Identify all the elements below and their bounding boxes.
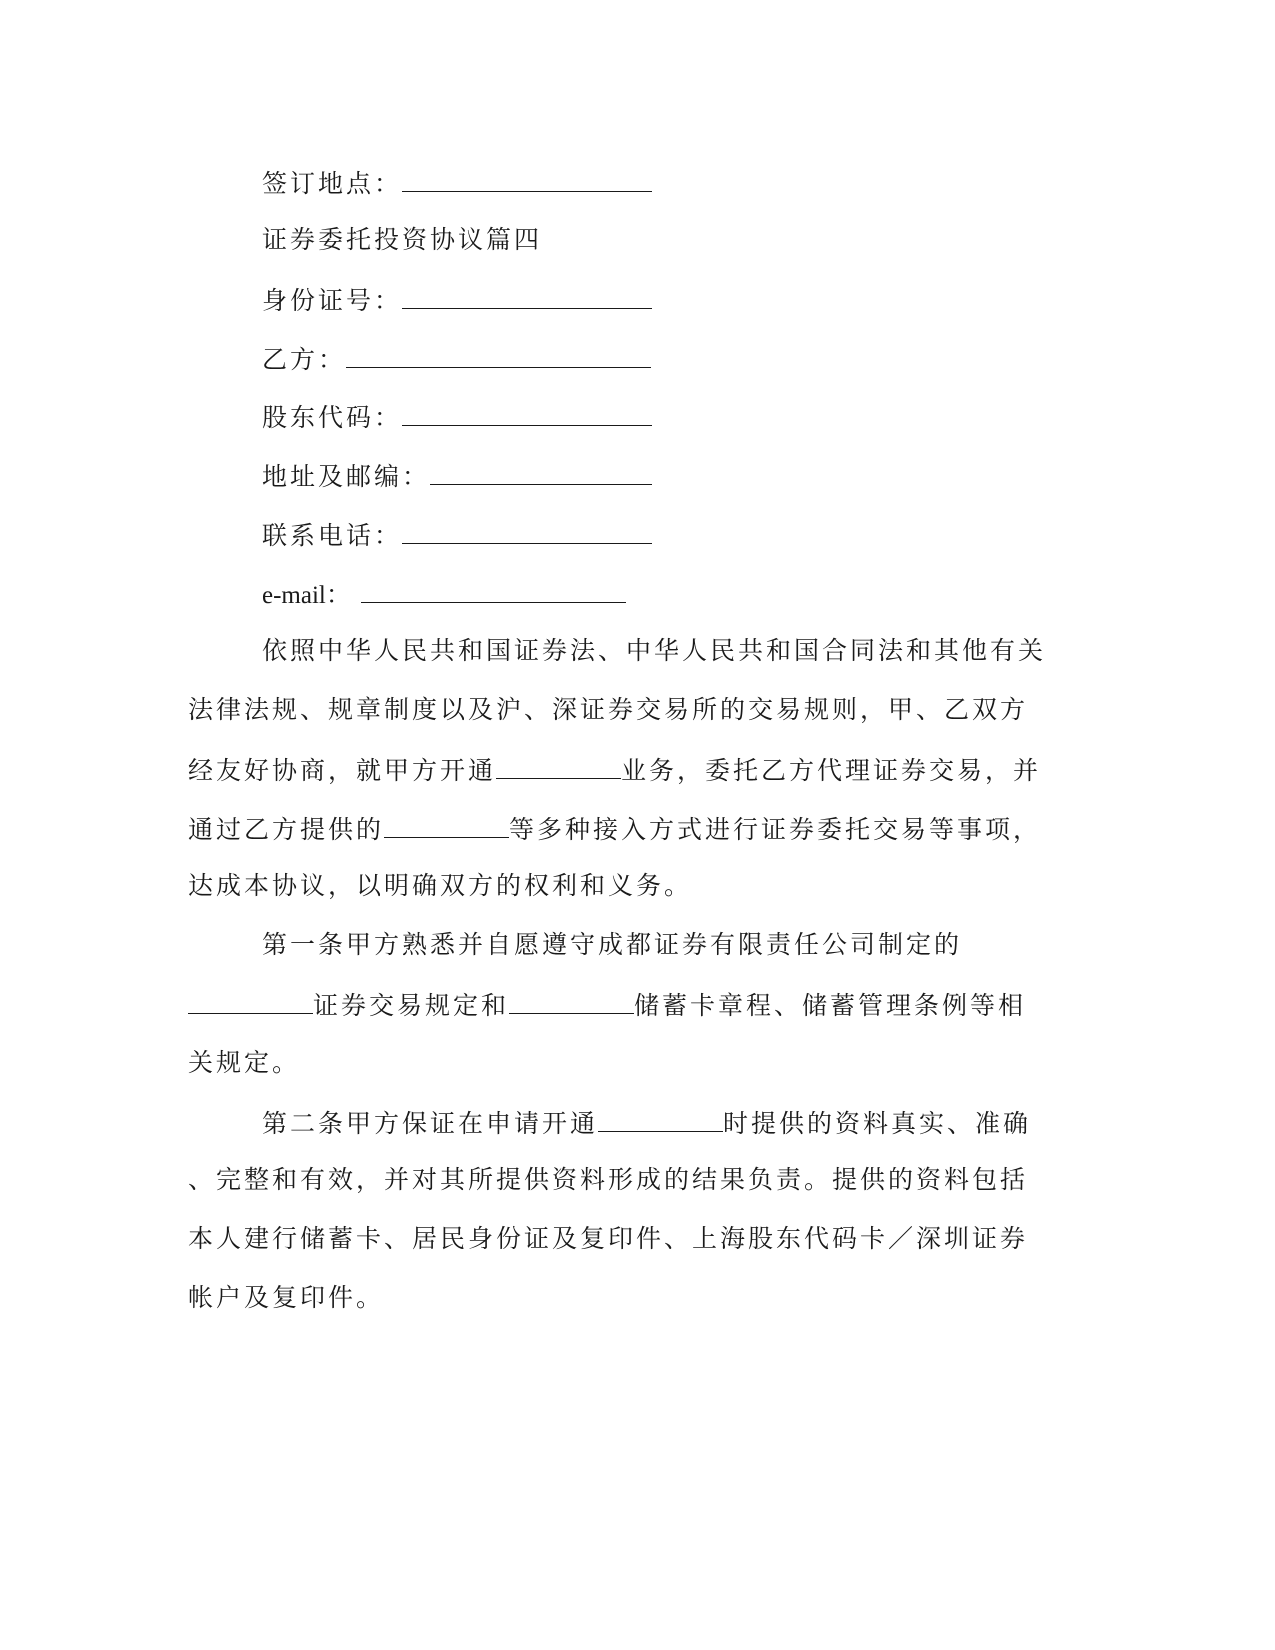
email-label: e-mail： (262, 582, 351, 609)
para1-line1: 依照中华人民共和国证券法、中华人民共和国合同法和其他有关 (262, 636, 1047, 665)
para3-line1-start: 第二条甲方保证在申请开通 (262, 1109, 599, 1138)
para2-line3: 关规定。 (188, 1048, 301, 1077)
party-b-line (262, 343, 651, 375)
phone-label: 联系电话： (262, 521, 403, 550)
trading-rules-blank (188, 989, 313, 1014)
business-blank (496, 754, 621, 779)
para1-line2: 法律法规、规章制度以及沪、深证券交易所的交易规则，甲、乙双方 (188, 695, 1029, 724)
savings-card-blank (509, 989, 634, 1014)
para2-line2-mid: 证券交易规定和 (313, 991, 510, 1020)
id-number-line (262, 284, 652, 316)
party-b-blank (346, 343, 651, 368)
signing-place-label: 签订地点： (262, 169, 403, 198)
section-title (262, 225, 542, 255)
address-line (262, 460, 652, 492)
shareholder-code-line (262, 401, 652, 433)
id-number-blank (402, 284, 652, 309)
para2-line2 (188, 989, 1068, 1021)
email-blank (361, 578, 626, 603)
para3-line3: 本人建行储蓄卡、居民身份证及复印件、上海股东代码卡／深圳证券 (188, 1224, 1029, 1253)
email-line (262, 578, 626, 611)
para3-line1 (262, 1107, 1031, 1139)
para1-line3-end: 业务，委托乙方代理证券交易，并 (621, 756, 1042, 785)
address-label: 地址及邮编： (262, 462, 431, 491)
para1-line3-start: 经友好协商，就甲方开通 (188, 756, 497, 785)
address-blank (430, 460, 652, 485)
para1-line4-end: 等多种接入方式进行证券委托交易等事项， (509, 815, 1042, 844)
para2-line1: 第一条甲方熟悉并自愿遵守成都证券有限责任公司制定的 (262, 930, 963, 959)
shareholder-code-label: 股东代码： (262, 403, 403, 432)
para1-line4-start: 通过乙方提供的 (188, 815, 385, 844)
application-blank (598, 1107, 723, 1132)
phone-line (262, 519, 652, 551)
phone-blank (402, 519, 652, 544)
para3-line1-end: 时提供的资料真实、准确 (723, 1109, 1032, 1138)
shareholder-code-blank (402, 401, 652, 426)
access-method-blank (384, 813, 509, 838)
para1-line4 (188, 813, 1068, 845)
signing-place-line (262, 167, 652, 199)
para3-line4: 帐户及复印件。 (188, 1283, 385, 1312)
para3-line2: 、完整和有效，并对其所提供资料形成的结果负责。提供的资料包括 (188, 1165, 1029, 1194)
signing-place-blank (402, 167, 652, 192)
section-title-text: 证券委托投资协议篇四 (262, 225, 543, 254)
para1-line5: 达成本协议，以明确双方的权利和义务。 (188, 871, 693, 900)
para1-line3 (188, 754, 1068, 786)
id-number-label: 身份证号： (262, 286, 403, 315)
para2-line2-end: 储蓄卡章程、储蓄管理条例等相 (634, 991, 1027, 1020)
party-b-label: 乙方： (262, 345, 347, 374)
